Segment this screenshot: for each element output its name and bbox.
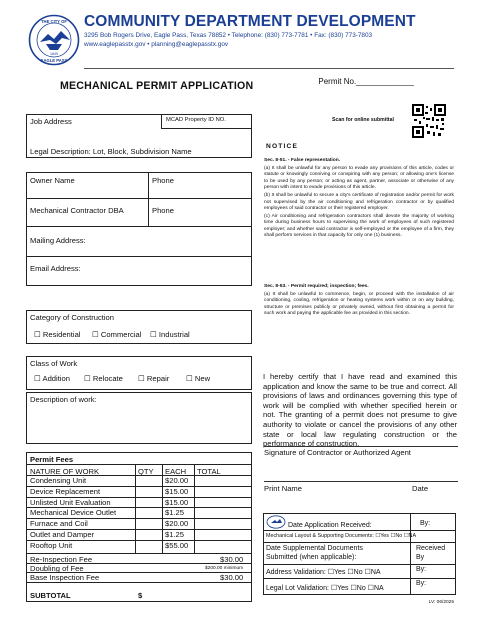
repair-label: Repair <box>146 374 170 383</box>
residential-checkbox[interactable]: ☐ Residential <box>34 330 81 339</box>
fees-column-divider <box>135 465 136 553</box>
fees-lower-rule-4 <box>26 582 252 583</box>
section-8-53 <box>264 284 454 319</box>
fee-row-name: Mechanical Device Outlet <box>30 508 117 518</box>
header-rule <box>84 68 454 69</box>
office-column-divider <box>410 513 411 595</box>
supplemental-docs-label: Date Supplemental Documents <box>266 545 363 552</box>
owner-row-divider <box>26 198 252 199</box>
mailing-address-label[interactable]: Mailing Address: <box>30 236 86 245</box>
sec-8-53-title: Sec. 8-53. - Permit required; inspection; fees. <box>264 284 369 289</box>
industrial-label: Industrial <box>158 330 190 339</box>
mailing-row-divider <box>26 256 252 257</box>
fee-row-name: Unlisted Unit Evaluation <box>30 497 111 507</box>
mcad-underline <box>161 128 252 129</box>
signature-label: Signature of Contractor or Authorized Agent <box>264 448 411 457</box>
reinspection-label: Re-Inspection Fee <box>30 555 93 564</box>
base-inspection-amount: $30.00 <box>220 573 244 582</box>
sec-8-51-a: (a) It shall be unlawful for any person to evade any provisions of this article, codes or statute or knowingly conniving or conspiring with any person; or allowing one's license to be used by any person; or acting as agent, partner, associate or otherwise of any person with intent to evade provisions of this article. <box>264 166 454 191</box>
fee-row-name: Condensing Unit <box>30 476 87 485</box>
fee-row-each: $55.00 <box>165 540 189 550</box>
commercial-label: Commercial <box>100 330 142 339</box>
commercial-checkbox[interactable]: ☐ Commercial <box>92 330 142 339</box>
category-label: Category of Construction <box>30 313 114 322</box>
logo-top-text: THE CITY OF <box>41 19 67 24</box>
office-rule-2 <box>263 542 456 543</box>
subtotal-sign[interactable]: $ <box>138 591 143 600</box>
contractor-row-divider <box>26 226 252 227</box>
received-by-2-label[interactable]: By <box>416 554 425 561</box>
industrial-checkbox[interactable]: ☐ Industrial <box>150 330 190 339</box>
fees-column-divider <box>162 465 163 553</box>
sec-8-51-title: Sec. 8-51. - False representation. <box>264 158 341 163</box>
relocate-label: Relocate <box>92 374 123 383</box>
fee-row-each: $1.25 <box>165 508 185 518</box>
fee-row-each: $1.25 <box>165 530 185 539</box>
base-inspection-label: Base Inspection Fee <box>30 573 100 582</box>
contractor-phone-label[interactable]: Phone <box>152 206 174 215</box>
new-checkbox[interactable]: ☐ New <box>186 374 211 383</box>
email-address-label[interactable]: Email Address: <box>30 264 81 273</box>
signature-line[interactable] <box>264 446 458 447</box>
print-name-line[interactable] <box>264 481 458 482</box>
residential-label: Residential <box>42 330 81 339</box>
relocate-checkbox[interactable]: ☐ Relocate <box>84 374 123 383</box>
fee-row-each: $15.00 <box>165 486 189 496</box>
fee-row-name: Rooftop Unit <box>30 540 73 550</box>
legal-description-label[interactable]: Legal Description: Lot, Block, Subdivision Name <box>30 147 192 156</box>
fees-header-qty: QTY <box>138 467 154 476</box>
submitted-label[interactable]: Submitted (when applicable): <box>266 554 357 561</box>
fee-row-name: Furnace and Coil <box>30 519 88 529</box>
fee-row-name: Outlet and Damper <box>30 530 95 539</box>
fee-row-each: $20.00 <box>165 519 189 529</box>
fees-lower-rule-1 <box>26 553 252 554</box>
fees-header-total: TOTAL <box>197 467 221 476</box>
qr-code-icon[interactable] <box>412 104 446 138</box>
logo-bottom-text: EAGLE PASS <box>40 58 68 63</box>
sec-8-53-a: (a) It shall be unlawful to commence, begin, or proceed with the installation of air conditioning, cooling, refrigeration or heating systems work within or on any building, structure or premises publicly or privately owned, without first obtaining a permit for such work and paying the applicable fee as provided in this section. <box>264 292 454 317</box>
form-version-code: LV: 06/2025 <box>428 600 454 605</box>
fees-lower-rule-3 <box>26 572 252 573</box>
fees-title-rule <box>26 464 252 465</box>
office-rule-1 <box>263 530 456 531</box>
phone-column-divider <box>148 172 149 226</box>
received-by-label[interactable]: By: <box>420 520 431 527</box>
print-name-label: Print Name <box>264 484 302 493</box>
addition-checkbox[interactable]: ☐ Addition <box>34 374 70 383</box>
address-validation-by[interactable]: By: <box>416 566 427 573</box>
permit-number-label: Permit No._____________ <box>318 77 414 86</box>
date-received-label[interactable]: Date Application Received: <box>288 522 372 529</box>
address-validation-label[interactable]: Address Validation: ☐Yes ☐No ☐NA <box>266 569 381 576</box>
sec-8-51-c: (c) Air conditioning and refrigeration contractors shall devote the majority of working time during business hours to supervising the work of employees of such registered employer; and whether said contractor is self-employed or the employee of a firm, they shall perform services in that capacity for only one (1) business. <box>264 214 454 239</box>
form-title: MECHANICAL PERMIT APPLICATION <box>60 80 254 92</box>
permit-fees-title: Permit Fees <box>30 455 74 464</box>
legal-lot-validation-label[interactable]: Legal Lot Validation: ☐Yes ☐No ☐NA <box>266 585 384 592</box>
addition-label: Addition <box>42 374 70 383</box>
section-8-51 <box>264 158 454 241</box>
class-of-work-label: Class of Work <box>30 359 78 368</box>
owner-phone-label[interactable]: Phone <box>152 176 174 185</box>
fees-header-nature: NATURE OF WORK <box>30 467 100 476</box>
department-title: COMMUNITY DEPARTMENT DEVELOPMENT <box>84 13 416 30</box>
mcad-divider <box>161 114 162 128</box>
logo-year: 1849 <box>50 52 58 56</box>
repair-checkbox[interactable]: ☐ Repair <box>138 374 170 383</box>
city-seal-logo <box>28 14 80 66</box>
doubling-label: Doubling of Fee <box>30 564 84 573</box>
fees-header-each: EACH <box>165 467 187 476</box>
mcad-label[interactable]: MCAD Property ID NO. <box>166 117 226 123</box>
fee-row-each: $15.00 <box>165 497 189 507</box>
new-label: New <box>194 374 211 383</box>
reinspection-amount: $30.00 <box>220 555 244 564</box>
office-rule-4 <box>263 578 456 579</box>
job-address-label[interactable]: Job Address <box>30 117 72 126</box>
subtotal-label: SUBTOTAL <box>30 591 71 600</box>
fees-column-divider <box>194 465 195 553</box>
description-label: Description of work: <box>30 395 97 404</box>
notice-heading: NOTICE <box>266 143 299 150</box>
sec-8-51-b: (b) It shall be unlawful to secure a city's certificate of registration and/or permit for work not supervised by the air conditioning and refrigeration contractor or by qualified employees of said contractor or their registered employer. <box>264 193 454 212</box>
owner-name-label[interactable]: Owner Name <box>30 176 75 185</box>
office-rule-3 <box>263 564 456 565</box>
fees-lower-rule-2 <box>26 563 252 564</box>
date-label: Date <box>412 484 429 493</box>
contractor-label[interactable]: Mechanical Contractor DBA <box>30 206 124 215</box>
scan-online-label: Scan for online submittal <box>332 117 394 123</box>
doubling-note: $200.00 minimum <box>205 566 244 571</box>
department-address: 3295 Bob Rogers Drive, Eagle Pass, Texas 78852 • Telephone: (830) 773-7781 • Fax: (830) 773-7803 <box>84 32 373 39</box>
department-web: www.eaglepasstx.gov • planning@eaglepasstx.gov <box>84 41 229 48</box>
office-seal-icon <box>266 515 286 529</box>
legal-lot-by[interactable]: By: <box>416 580 427 587</box>
fee-row-each: $20.00 <box>165 476 189 485</box>
fee-row-name: Device Replacement <box>30 486 101 496</box>
layout-documents-label[interactable]: Mechanical Layout & Supporting Documents: ☐Yes ☐No ☐NA <box>266 533 417 539</box>
received-label: Received <box>416 545 446 552</box>
certification-text: I hereby certify that I have read and examined this application and know the same to be true and correct. All provisions of laws and ordinances governing this type of work will be complied with whether specified herein or not. The granting of a permit does not presume to give authority to violate or cancel the provisions of any other state or local law regulating construction or the performance of construction. <box>263 372 457 449</box>
